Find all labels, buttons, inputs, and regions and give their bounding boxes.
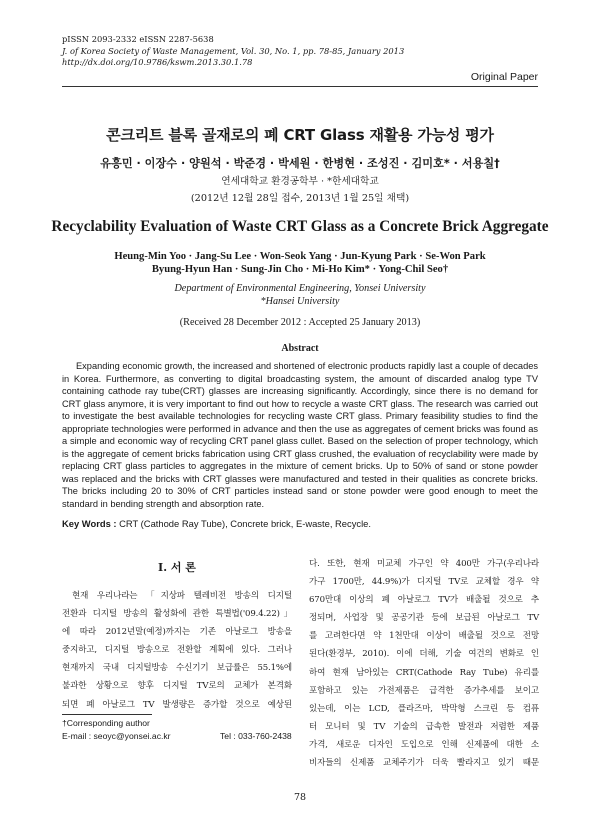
body-line: 다. 또한, 현재 미교체 가구인 약 400만 가구(우리나라: [309, 559, 539, 569]
korean-title: 콘크리트 블록 골재로의 폐 CRT Glass 재활용 가능성 평가: [106, 126, 494, 144]
english-authors: [0, 251, 600, 276]
english-affiliation-line-1: Department of Environmental Engineering, Yonsei University: [174, 283, 426, 294]
english-affiliation: [0, 282, 600, 308]
corresponding-author: †Corresponding author: [62, 718, 150, 728]
abstract-text: Expanding economic growth, the increased and shortened of electronic products rapidly last a couple of decades in Korea. Furthermore, as converting to digital broadcasting system, the amount of discarded analog type TV containing cathode ray tube(CRT) glasses are increasing significantly. Accordingly, since there is no demand for CRT glass anymore, it is very important to find out how to recycle a waste CRT glass. The research was carried out to investigate the best available technologies for recycling waste CRT glass. Primary feasibility studies to find the appropriate technologies were performed in advance and then the use as aggregates of cement bricks was found as a simple and economic way of recycling CRT panel glass cullet. Based on the selection of proper technology, which is the aggregate of cement bricks fabrication using CRT glass crushed, the evaluation of recyclability were made by replacing CRT glass particles to aggregates in the mixture of cement bricks. Up to 50% of sand or stone powder was replaced and the bricks with CRT glasses were manufactured and tested in their qualities as concrete bricks. The bricks including 20 to 30% of CRT particles instead sand or stone powder were good enough to meet the standard in bending strength and absorption rate.: [62, 361, 538, 510]
keywords-text: CRT (Cathode Ray Tube), Concrete brick, E-waste, Recycle.: [119, 518, 371, 529]
paper-type-label: Original Paper: [470, 71, 538, 83]
english-authors-line-1: Heung-Min Yoo · Jang-Su Lee · Won-Seok Yang · Jun-Kyung Park · Se-Won Park: [114, 251, 486, 262]
body-line: 현재 우리나라는 「지상파 텔레비전 방송의 디지털: [72, 591, 292, 601]
body-line: 670만대 이상의 폐 아날로그 TV가 배출될 것으로 추: [309, 595, 539, 606]
author-email[interactable]: E-mail : seoyc@yonsei.ac.kr: [62, 731, 171, 741]
body-line: 가구 1700만, 44.9%)가 디지털 TV로 교체할 경우 약: [309, 577, 539, 588]
english-title: Recyclability Evaluation of Waste CRT Glass as a Concrete Brick Aggregate: [51, 218, 549, 235]
body-column-left: [62, 556, 292, 714]
keywords: [62, 518, 371, 529]
journal-header: [62, 34, 404, 69]
body-line: 전환과 디지털 방송의 활성화에 관한 특별법('09.4.22)」: [62, 609, 292, 620]
body-line: 현재까지 국내 디지털방송 수신기기 보급률은 55.1%에: [62, 663, 292, 674]
english-authors-line-2: Byung-Hyun Han · Sung-Jin Cho · Mi-Ho Kim* · Yong-Chil Seo†: [151, 263, 449, 275]
page-number: 78: [293, 792, 307, 803]
body-line: 불과한 상황으로 향후 디지털 TV로의 교체가 본격화: [62, 681, 292, 692]
body-line: 터 모니터 및 TV 기술의 급속한 발전과 저렴한 제품: [309, 721, 539, 732]
body-line: 에 따라 2012년말(예정)까지는 기존 아날로그 방송을: [62, 627, 292, 638]
body-line: 를 고려한다면 약 1천만대 이상이 배출될 것으로 전망: [309, 631, 539, 642]
body-line: 된다(환경부, 2010). 이에 더해, 기술 여건의 변화로 인: [309, 649, 539, 660]
body-line: 비자들의 신제품 교체주기가 더욱 빨라지고 있기 때문: [309, 758, 539, 769]
issn-line: pISSN 2093-2332 eISSN 2287-5638: [62, 34, 214, 44]
english-affiliation-line-2: *Hansei University: [260, 296, 340, 307]
footnote: [62, 717, 292, 743]
body-column-right: [309, 555, 539, 772]
body-line: 하여 현재 남아있는 CRT(Cathode Ray Tube) 유리를: [309, 667, 539, 678]
korean-dates: (2012년 12월 28일 접수, 2013년 1월 25일 채택): [190, 193, 410, 204]
english-dates: (Received 28 December 2012 : Accepted 25 January 2013): [179, 317, 421, 328]
korean-affiliation: 연세대학교 환경공학부 · *한세대학교: [221, 176, 379, 187]
body-line: 되면 폐 아날로그 TV 발생량은 증가할 것으로 예상된: [62, 699, 292, 710]
korean-authors: 유흥민 · 이장수 · 양원석 · 박준경 · 박세원 · 한병현 · 조성진 · 김미호* · 서용칠†: [100, 157, 500, 170]
keywords-label: Key Words :: [62, 518, 117, 529]
body-line: 중지하고, 디지털 방송으로 전환할 계획에 있다. 그러나: [62, 645, 292, 656]
doi-link[interactable]: http://dx.doi.org/10.9786/kswm.2013.30.1.78: [62, 57, 253, 67]
body-line: 가격, 새로운 디자인 도입으로 인해 신제품에 대한 소: [309, 739, 539, 750]
body-line: 있는데, 이는 LCD, 플라즈마, 박막형 스크린 등 컴퓨: [309, 703, 539, 714]
body-line: 정되며, 사업장 및 공공기관 등에 보급된 아날로그 TV: [309, 613, 539, 624]
author-phone: Tel : 033-760-2438: [220, 731, 292, 741]
header-rule: [62, 86, 538, 87]
abstract-heading: Abstract: [281, 343, 319, 354]
body-line: 포함하고 있는 가전제품은 급격한 증가추세를 보이고: [309, 685, 539, 696]
footnote-rule: [62, 714, 152, 715]
section-heading: I. 서 론: [158, 561, 196, 574]
journal-citation: J. of Korea Society of Waste Management, Vol. 30, No. 1, pp. 78-85, January 2013: [62, 45, 405, 56]
